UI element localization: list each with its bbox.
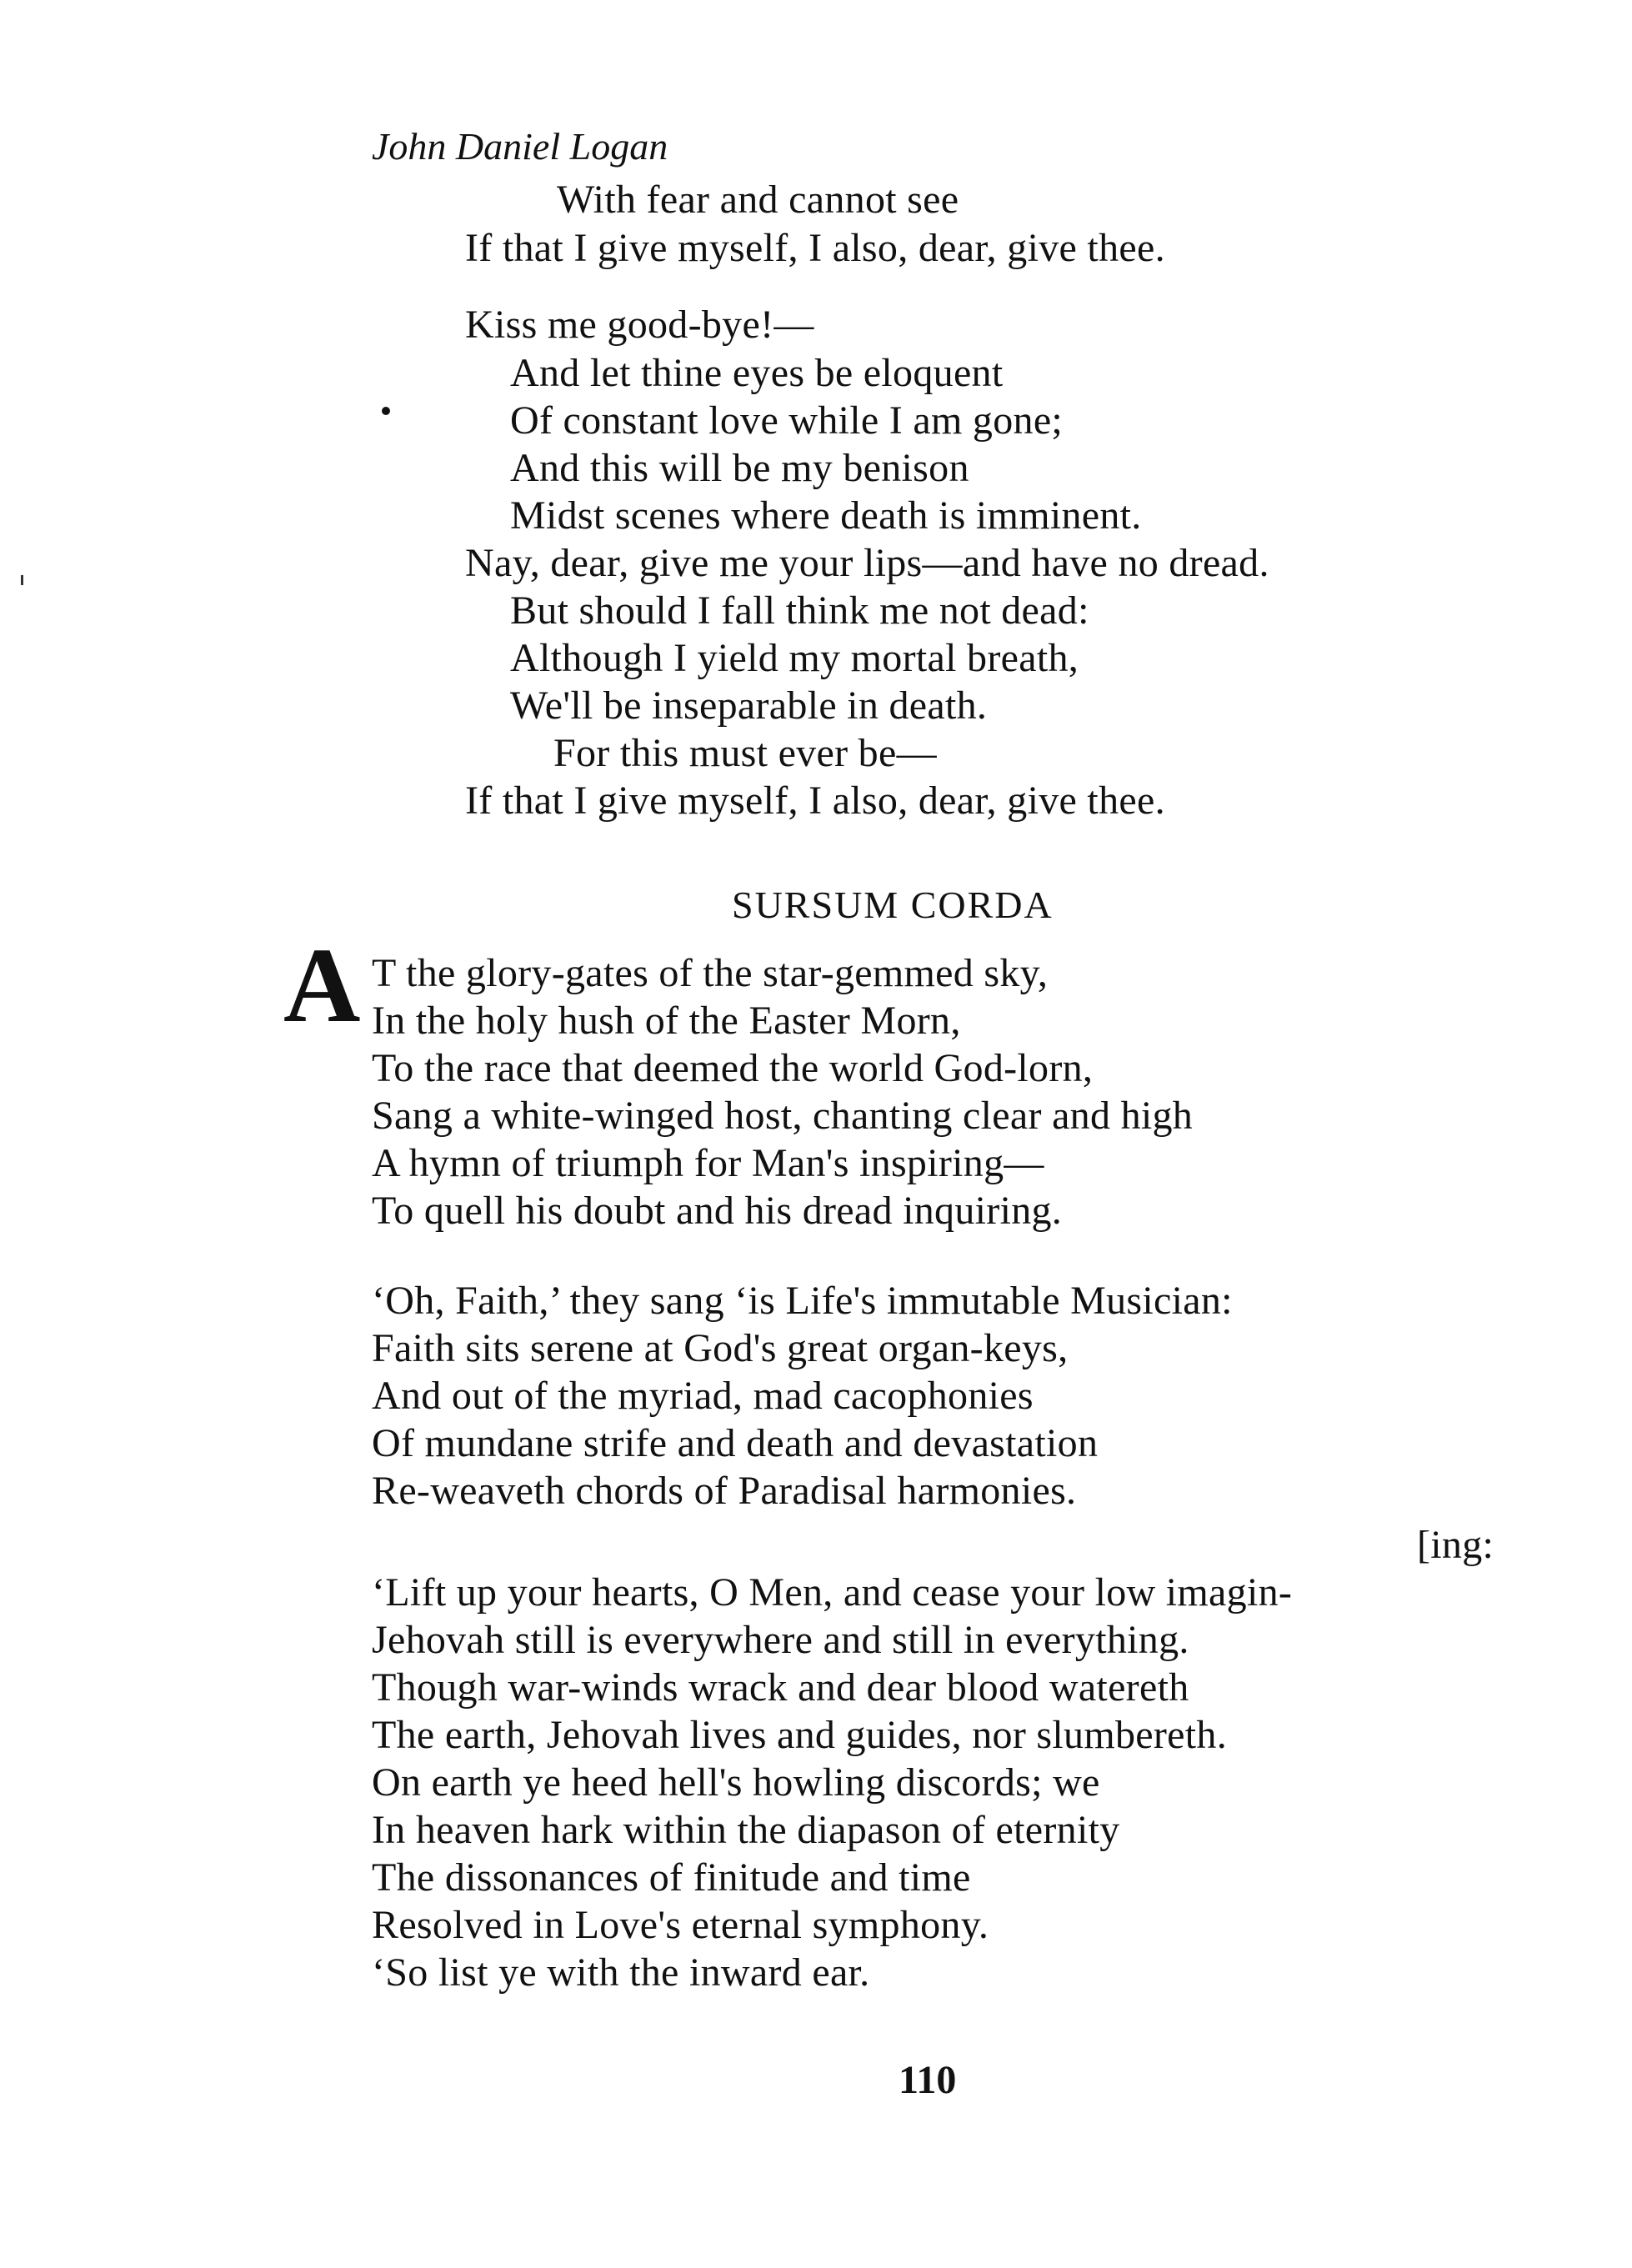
poem-line: But should I fall think me not dead: [510,588,1089,633]
poem-line: Sang a white-winged host, chanting clear and high [372,1094,1194,1138]
poem-line: Jehovah still is everywhere and still in everything. [372,1618,1189,1662]
stray-mark [21,575,23,585]
page-number: 110 [899,2058,957,2102]
poem-line: With fear and cannot see [557,178,959,222]
poem-line: Of constant love while I am gone; [510,398,1064,443]
poem-line: If that I give myself, I also, dear, give thee. [465,779,1165,823]
running-head: John Daniel Logan [372,125,668,168]
poem-line: In heaven hark within the diapason of eternity [372,1808,1120,1852]
poem-line: T the glory-gates of the star-gemmed sky, [372,951,1049,995]
poem-line: If that I give myself, I also, dear, give thee. [465,226,1165,270]
poem-line: Midst scenes where death is imminent. [510,493,1142,538]
poem-title: SURSUM CORDA [732,884,1054,926]
poem-line: A hymn of triumph for Man's inspiring— [372,1141,1044,1185]
poem-line: To the race that deemed the world God-lorn, [372,1046,1094,1090]
stray-mark [382,407,390,415]
poem-line: Resolved in Love's eternal symphony. [372,1903,989,1947]
poem-line: Although I yield my mortal breath, [510,636,1079,680]
poem-line: The earth, Jehovah lives and guides, nor slumbereth. [372,1713,1227,1757]
poem-line: And this will be my benison [510,446,969,490]
poem-line: Nay, dear, give me your lips—and have no dread. [465,541,1269,585]
drop-cap: A [283,926,361,1044]
poem-line: Though war-winds wrack and dear blood watereth [372,1665,1189,1710]
turnover-line: [ing: [1417,1523,1494,1567]
poem-line: Kiss me good-bye!— [465,303,814,347]
poem-line: ‘Oh, Faith,’ they sang ‘is Life's immutable Musician: [372,1279,1233,1323]
poem-line: Of mundane strife and death and devastation [372,1421,1099,1465]
poem-line: To quell his doubt and his dread inquiring. [372,1189,1063,1233]
poem-line: Re-weaveth chords of Paradisal harmonies. [372,1469,1077,1513]
poem-line: ‘So list ye with the inward ear. [372,1950,870,1995]
poem-line: We'll be inseparable in death. [510,683,988,728]
poem-line: On earth ye heed hell's howling discords; we [372,1760,1100,1805]
poem-line: ‘Lift up your hearts, O Men, and cease your low imagin- [372,1570,1293,1615]
poem-line: Faith sits serene at God's great organ-keys, [372,1326,1069,1370]
poem-line: For this must ever be— [553,731,937,775]
poem-line: And out of the myriad, mad cacophonies [372,1374,1034,1418]
poem-line: In the holy hush of the Easter Morn, [372,999,961,1043]
poem-line: And let thine eyes be eloquent [510,351,1004,395]
poem-line: The dissonances of finitude and time [372,1855,971,1900]
